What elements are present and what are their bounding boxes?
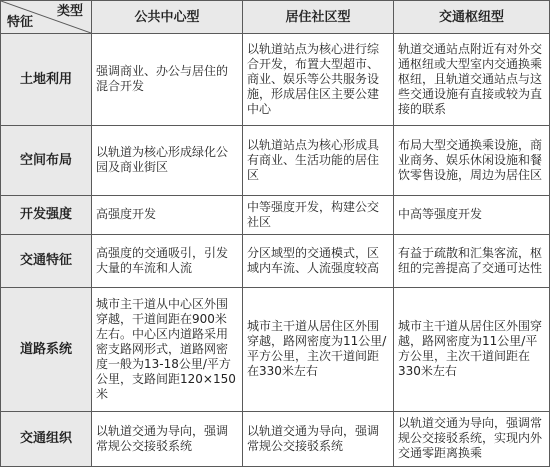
table-cell: 轨道交通站点附近有对外交通枢纽或大型室内交通换乘枢纽，且轨道交通站点与这些交通设施有直接或较为直接的联系 [394, 34, 550, 126]
row-feature-cell: 交通特征 [1, 234, 92, 287]
row-feature-cell: 空间布局 [1, 125, 92, 195]
row-feature-cell: 土地利用 [1, 34, 92, 126]
row-feature-cell: 道路系统 [1, 287, 92, 411]
table-cell: 以轨道站点为核心形成具有商业、生活功能的居住区 [243, 125, 394, 195]
corner-header-cell [1, 1, 92, 34]
table-cell: 以轨道交通为导向，强调常规公交接驳系统 [243, 411, 394, 466]
row-feature-cell: 交通组织 [1, 411, 92, 466]
table-row [1, 234, 550, 287]
table-cell: 以轨道交通为导向，强调常规公交接驳系统 [92, 411, 243, 466]
header-row [1, 1, 550, 34]
table-cell: 分区域型的交通模式，区域内车流、人流强度较高 [243, 234, 394, 287]
table-cell: 中等强度开发，构建公交社区 [243, 195, 394, 234]
corner-feature-label: 特征 [7, 15, 34, 30]
table-cell: 城市主干道从中心区外围穿越，干道间距在900米左右。中心区内道路采用密支路网形式，道路网密度一般为13-18公里/平方公里，支路间距120×150米 [92, 287, 243, 411]
corner-type-label: 类型 [56, 4, 83, 19]
table-cell: 高强度的交通吸引，引发大量的车流和人流 [92, 234, 243, 287]
table-cell: 以轨道站点为核心进行综合开发，布置大型超市、商业、娱乐等公共服务设施，形成居住区主要公建中心 [243, 34, 394, 126]
table-row [1, 125, 550, 195]
table-cell: 有益于疏散和汇集客流，枢纽的完善提高了交通可达性 [394, 234, 550, 287]
table-row [1, 287, 550, 411]
table-row [1, 411, 550, 466]
column-header-residential: 居住社区型 [243, 1, 394, 34]
table-cell: 强调商业、办公与居住的混合开发 [92, 34, 243, 126]
table-cell: 布局大型交通换乘设施，商业商务、娱乐休闲设施和餐饮零售设施，周边为居住区 [394, 125, 550, 195]
table-cell: 以轨道为核心形成绿化公园及商业街区 [92, 125, 243, 195]
table-cell: 高强度开发 [92, 195, 243, 234]
table-row [1, 34, 550, 126]
table-cell: 城市主干道从居住区外围穿越，路网密度为11公里/平方公里，主次干道间距在330米左右 [394, 287, 550, 411]
table-cell: 中高等强度开发 [394, 195, 550, 234]
table-cell: 以轨道交通为导向，强调常规公交接驳系统，实现内外交通零距离换乘 [394, 411, 550, 466]
row-feature-cell: 开发强度 [1, 195, 92, 234]
table-row [1, 195, 550, 234]
table-cell: 城市主干道从居住区外围穿越，路网密度为11公里/平方公里，主次干道间距在330米左右 [243, 287, 394, 411]
column-header-public-center: 公共中心型 [92, 1, 243, 34]
column-header-transit-hub: 交通枢纽型 [394, 1, 550, 34]
